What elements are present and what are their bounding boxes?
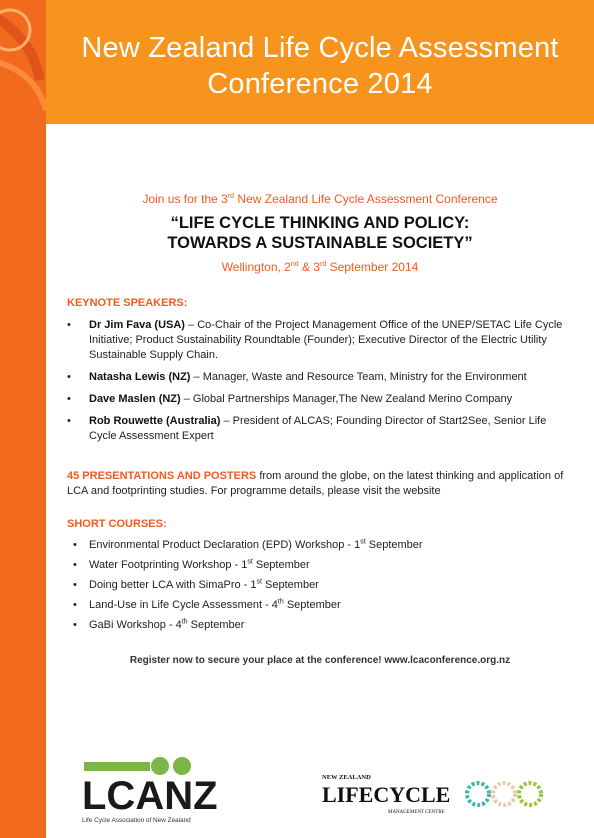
sidebar-decoration [0, 0, 46, 838]
bullet-icon: • [67, 371, 71, 383]
presentations-paragraph: 45 PRESENTATIONS AND POSTERS from around the globe, on the latest thinking and application of LCA and footprinting studies. For programme details, please visit the website [67, 470, 564, 497]
lcanz-logo [80, 754, 220, 824]
course-item: • Land-Use in Life Cycle Assessment - 4th September [73, 598, 341, 611]
lifecycle-management-centre-logo [318, 770, 558, 815]
ring-icon [467, 783, 489, 805]
bullet-icon: • [67, 415, 71, 427]
sidebar-swirl-graphic [0, 0, 46, 838]
register-call-to-action: Register now to secure your place at the conference! www.lcaconference.org.nz [129, 655, 511, 666]
logo-green-bar [84, 762, 150, 771]
ring-icon [519, 783, 541, 805]
speaker-item: • Dave Maslen (NZ) – Global Partnerships Manager,The New Zealand Merino Company [67, 393, 513, 405]
short-course-list [67, 538, 567, 638]
conference-title [46, 30, 594, 102]
course-item: • GaBi Workshop - 4th September [73, 618, 245, 631]
title-line-2: Conference 2014 [207, 68, 433, 100]
short-courses-heading: SHORT COURSES: [67, 518, 167, 530]
course-item: • Doing better LCA with SimaPro - 1st September [73, 578, 319, 591]
lmc-top-text: NEW ZEALAND [322, 774, 371, 781]
lcanz-wordmark: LCANZ [82, 774, 218, 818]
keynote-heading: KEYNOTE SPEAKERS: [67, 297, 188, 309]
lmc-subtitle: MANAGEMENT CENTRE [388, 810, 445, 815]
speaker-item: • Dr Jim Fava (USA) – Co-Chair of the Project Management Office of the UNEP/SETAC Life Cycle Initiative; Product Sustainability Roundtable (Founder); Executive Director of the Electric Utility Sustainable Supply Chain. [67, 319, 563, 361]
join-line: Join us for the 3rd New Zealand Life Cycle Assessment Conference [142, 192, 498, 206]
speaker-item: • Natasha Lewis (NZ) – Manager, Waste and Resource Team, Ministry for the Environment [67, 371, 527, 383]
title-line-1: New Zealand Life Cycle Assessment [81, 32, 559, 64]
bullet-icon: • [73, 599, 77, 611]
location-date: Wellington, 2nd & 3rd September 2014 [221, 260, 419, 274]
speaker-item: • Rob Rouwette (Australia) – President of ALCAS; Founding Director of Start2See, Senior Life Cycle Assessment Expert [67, 415, 547, 442]
bullet-icon: • [67, 319, 71, 331]
keynote-speaker-list [67, 318, 567, 451]
lcanz-subtitle: Life Cycle Association of New Zealand [82, 817, 191, 824]
logo-green-circle [151, 757, 169, 775]
bullet-icon: • [73, 559, 77, 571]
logo-green-circle [173, 757, 191, 775]
ring-icon [493, 783, 515, 805]
course-item: • Water Footprinting Workshop - 1st September [73, 558, 310, 571]
bullet-icon: • [73, 579, 77, 591]
conference-theme: “LIFE CYCLE THINKING AND POLICY: TOWARDS A SUSTAINABLE SOCIETY” [167, 214, 473, 252]
course-item: • Environmental Product Declaration (EPD) Workshop - 1st September [73, 538, 423, 551]
bullet-icon: • [73, 619, 77, 631]
lmc-wordmark: LIFECYCLE [322, 782, 451, 807]
bullet-icon: • [73, 539, 77, 551]
bullet-icon: • [67, 393, 71, 405]
header-banner [46, 0, 594, 124]
